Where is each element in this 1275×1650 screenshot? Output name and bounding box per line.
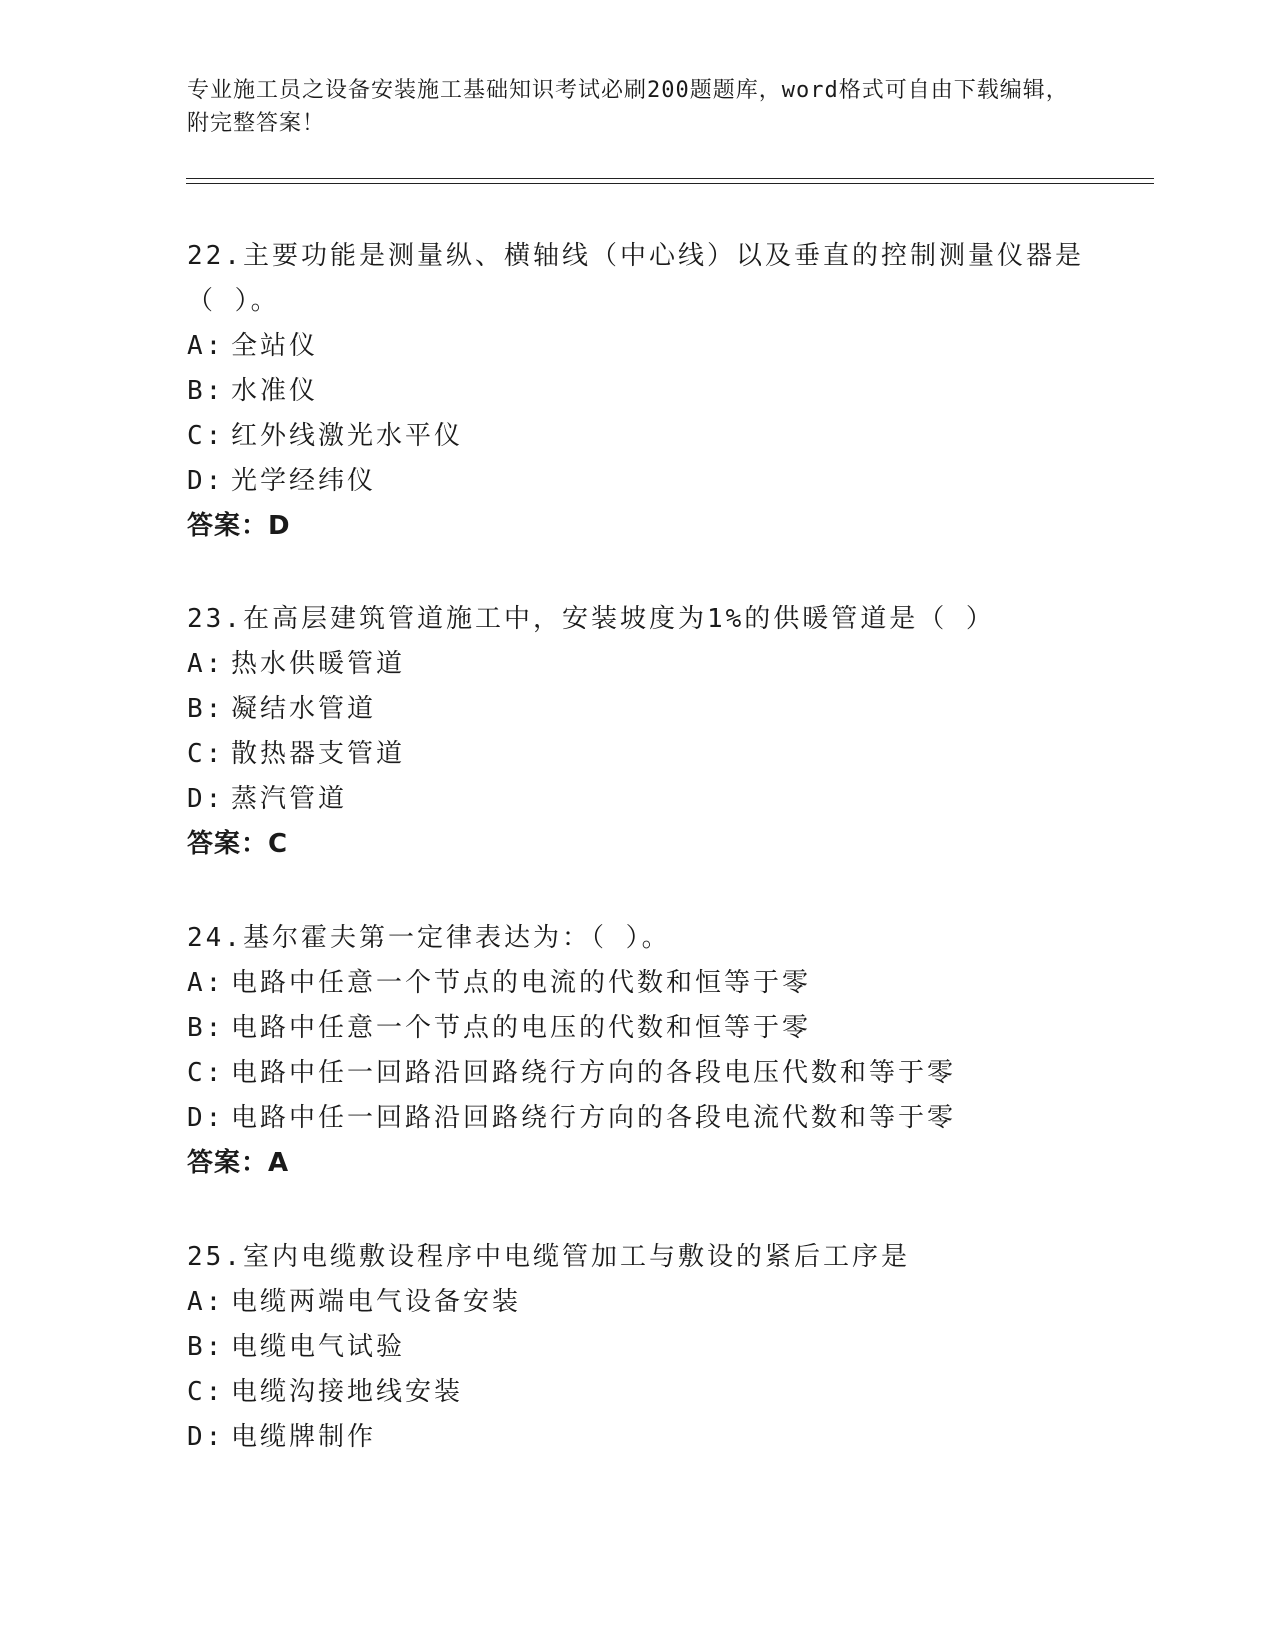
option-text: 电路中任一回路沿回路绕行方向的各段电流代数和等于零 bbox=[231, 1103, 957, 1133]
option-c bbox=[187, 1370, 1087, 1415]
option-letter: B: bbox=[187, 694, 225, 724]
question-stem bbox=[187, 234, 1087, 324]
option-a bbox=[187, 961, 1087, 1006]
option-text: 电缆沟接地线安装 bbox=[231, 1377, 464, 1407]
header-divider-top bbox=[186, 178, 1154, 179]
option-text: 红外线激光水平仪 bbox=[231, 421, 464, 451]
option-letter: A: bbox=[187, 331, 225, 361]
question-stem bbox=[187, 916, 1087, 961]
option-letter: A: bbox=[187, 968, 225, 998]
option-letter: C: bbox=[187, 1377, 225, 1407]
option-text: 全站仪 bbox=[231, 331, 319, 361]
question-text: 基尔霍夫第一定律表达为：（ ）。 bbox=[242, 923, 671, 953]
option-text: 电缆两端电气设备安装 bbox=[231, 1287, 522, 1317]
option-letter: B: bbox=[187, 1332, 225, 1362]
answer-line: 答案：D bbox=[187, 511, 291, 541]
option-letter: D: bbox=[187, 466, 225, 496]
question-stem bbox=[187, 597, 1087, 642]
option-letter: C: bbox=[187, 739, 225, 769]
option-text: 热水供暖管道 bbox=[231, 649, 406, 679]
option-b bbox=[187, 1006, 1087, 1051]
option-c bbox=[187, 732, 1087, 777]
answer-line: 答案：A bbox=[187, 1148, 290, 1178]
option-a bbox=[187, 1280, 1087, 1325]
option-letter: D: bbox=[187, 1422, 225, 1452]
option-letter: D: bbox=[187, 1103, 225, 1133]
question-text: 主要功能是测量纵、横轴线（中心线）以及垂直的控制测量仪器是（ ）。 bbox=[187, 241, 1084, 316]
document-header bbox=[187, 74, 1087, 140]
option-letter: B: bbox=[187, 376, 225, 406]
option-text: 散热器支管道 bbox=[231, 739, 406, 769]
option-letter: A: bbox=[187, 649, 225, 679]
option-text: 水准仪 bbox=[231, 376, 319, 406]
option-text: 光学经纬仪 bbox=[231, 466, 377, 496]
question-number: 23. bbox=[187, 604, 243, 634]
option-letter: B: bbox=[187, 1013, 225, 1043]
question-23 bbox=[187, 597, 1087, 867]
question-number: 24. bbox=[187, 923, 243, 953]
question-24 bbox=[187, 916, 1087, 1186]
question-number: 25. bbox=[187, 1242, 243, 1272]
question-text: 在高层建筑管道施工中，安装坡度为1%的供暖管道是（ ） bbox=[242, 604, 995, 634]
option-text: 电缆电气试验 bbox=[231, 1332, 406, 1362]
option-text: 电路中任一回路沿回路绕行方向的各段电压代数和等于零 bbox=[231, 1058, 957, 1088]
header-title: 专业施工员之设备安装施工基础知识考试必刷200题题库，word格式可自由下载编辑，附完整答案！ bbox=[187, 78, 1069, 136]
option-letter: C: bbox=[187, 1058, 225, 1088]
option-text: 蒸汽管道 bbox=[231, 784, 348, 814]
question-number: 22. bbox=[187, 241, 243, 271]
option-text: 电缆牌制作 bbox=[231, 1422, 377, 1452]
answer-line: 答案：C bbox=[187, 829, 289, 859]
option-a bbox=[187, 324, 1087, 369]
option-letter: A: bbox=[187, 1287, 225, 1317]
header-divider-bottom bbox=[186, 183, 1154, 184]
option-b bbox=[187, 369, 1087, 414]
option-b bbox=[187, 687, 1087, 732]
option-letter: D: bbox=[187, 784, 225, 814]
option-c bbox=[187, 1051, 1087, 1096]
option-d bbox=[187, 1096, 1087, 1141]
question-text: 室内电缆敷设程序中电缆管加工与敷设的紧后工序是 bbox=[242, 1242, 910, 1272]
option-b bbox=[187, 1325, 1087, 1370]
option-text: 电路中任意一个节点的电流的代数和恒等于零 bbox=[231, 968, 812, 998]
question-stem bbox=[187, 1235, 1087, 1280]
option-a bbox=[187, 642, 1087, 687]
question-22 bbox=[187, 234, 1087, 549]
question-25 bbox=[187, 1235, 1087, 1460]
option-text: 凝结水管道 bbox=[231, 694, 377, 724]
option-c bbox=[187, 414, 1087, 459]
option-text: 电路中任意一个节点的电压的代数和恒等于零 bbox=[231, 1013, 812, 1043]
option-d bbox=[187, 459, 1087, 504]
option-d bbox=[187, 777, 1087, 822]
option-letter: C: bbox=[187, 421, 225, 451]
option-d bbox=[187, 1415, 1087, 1460]
